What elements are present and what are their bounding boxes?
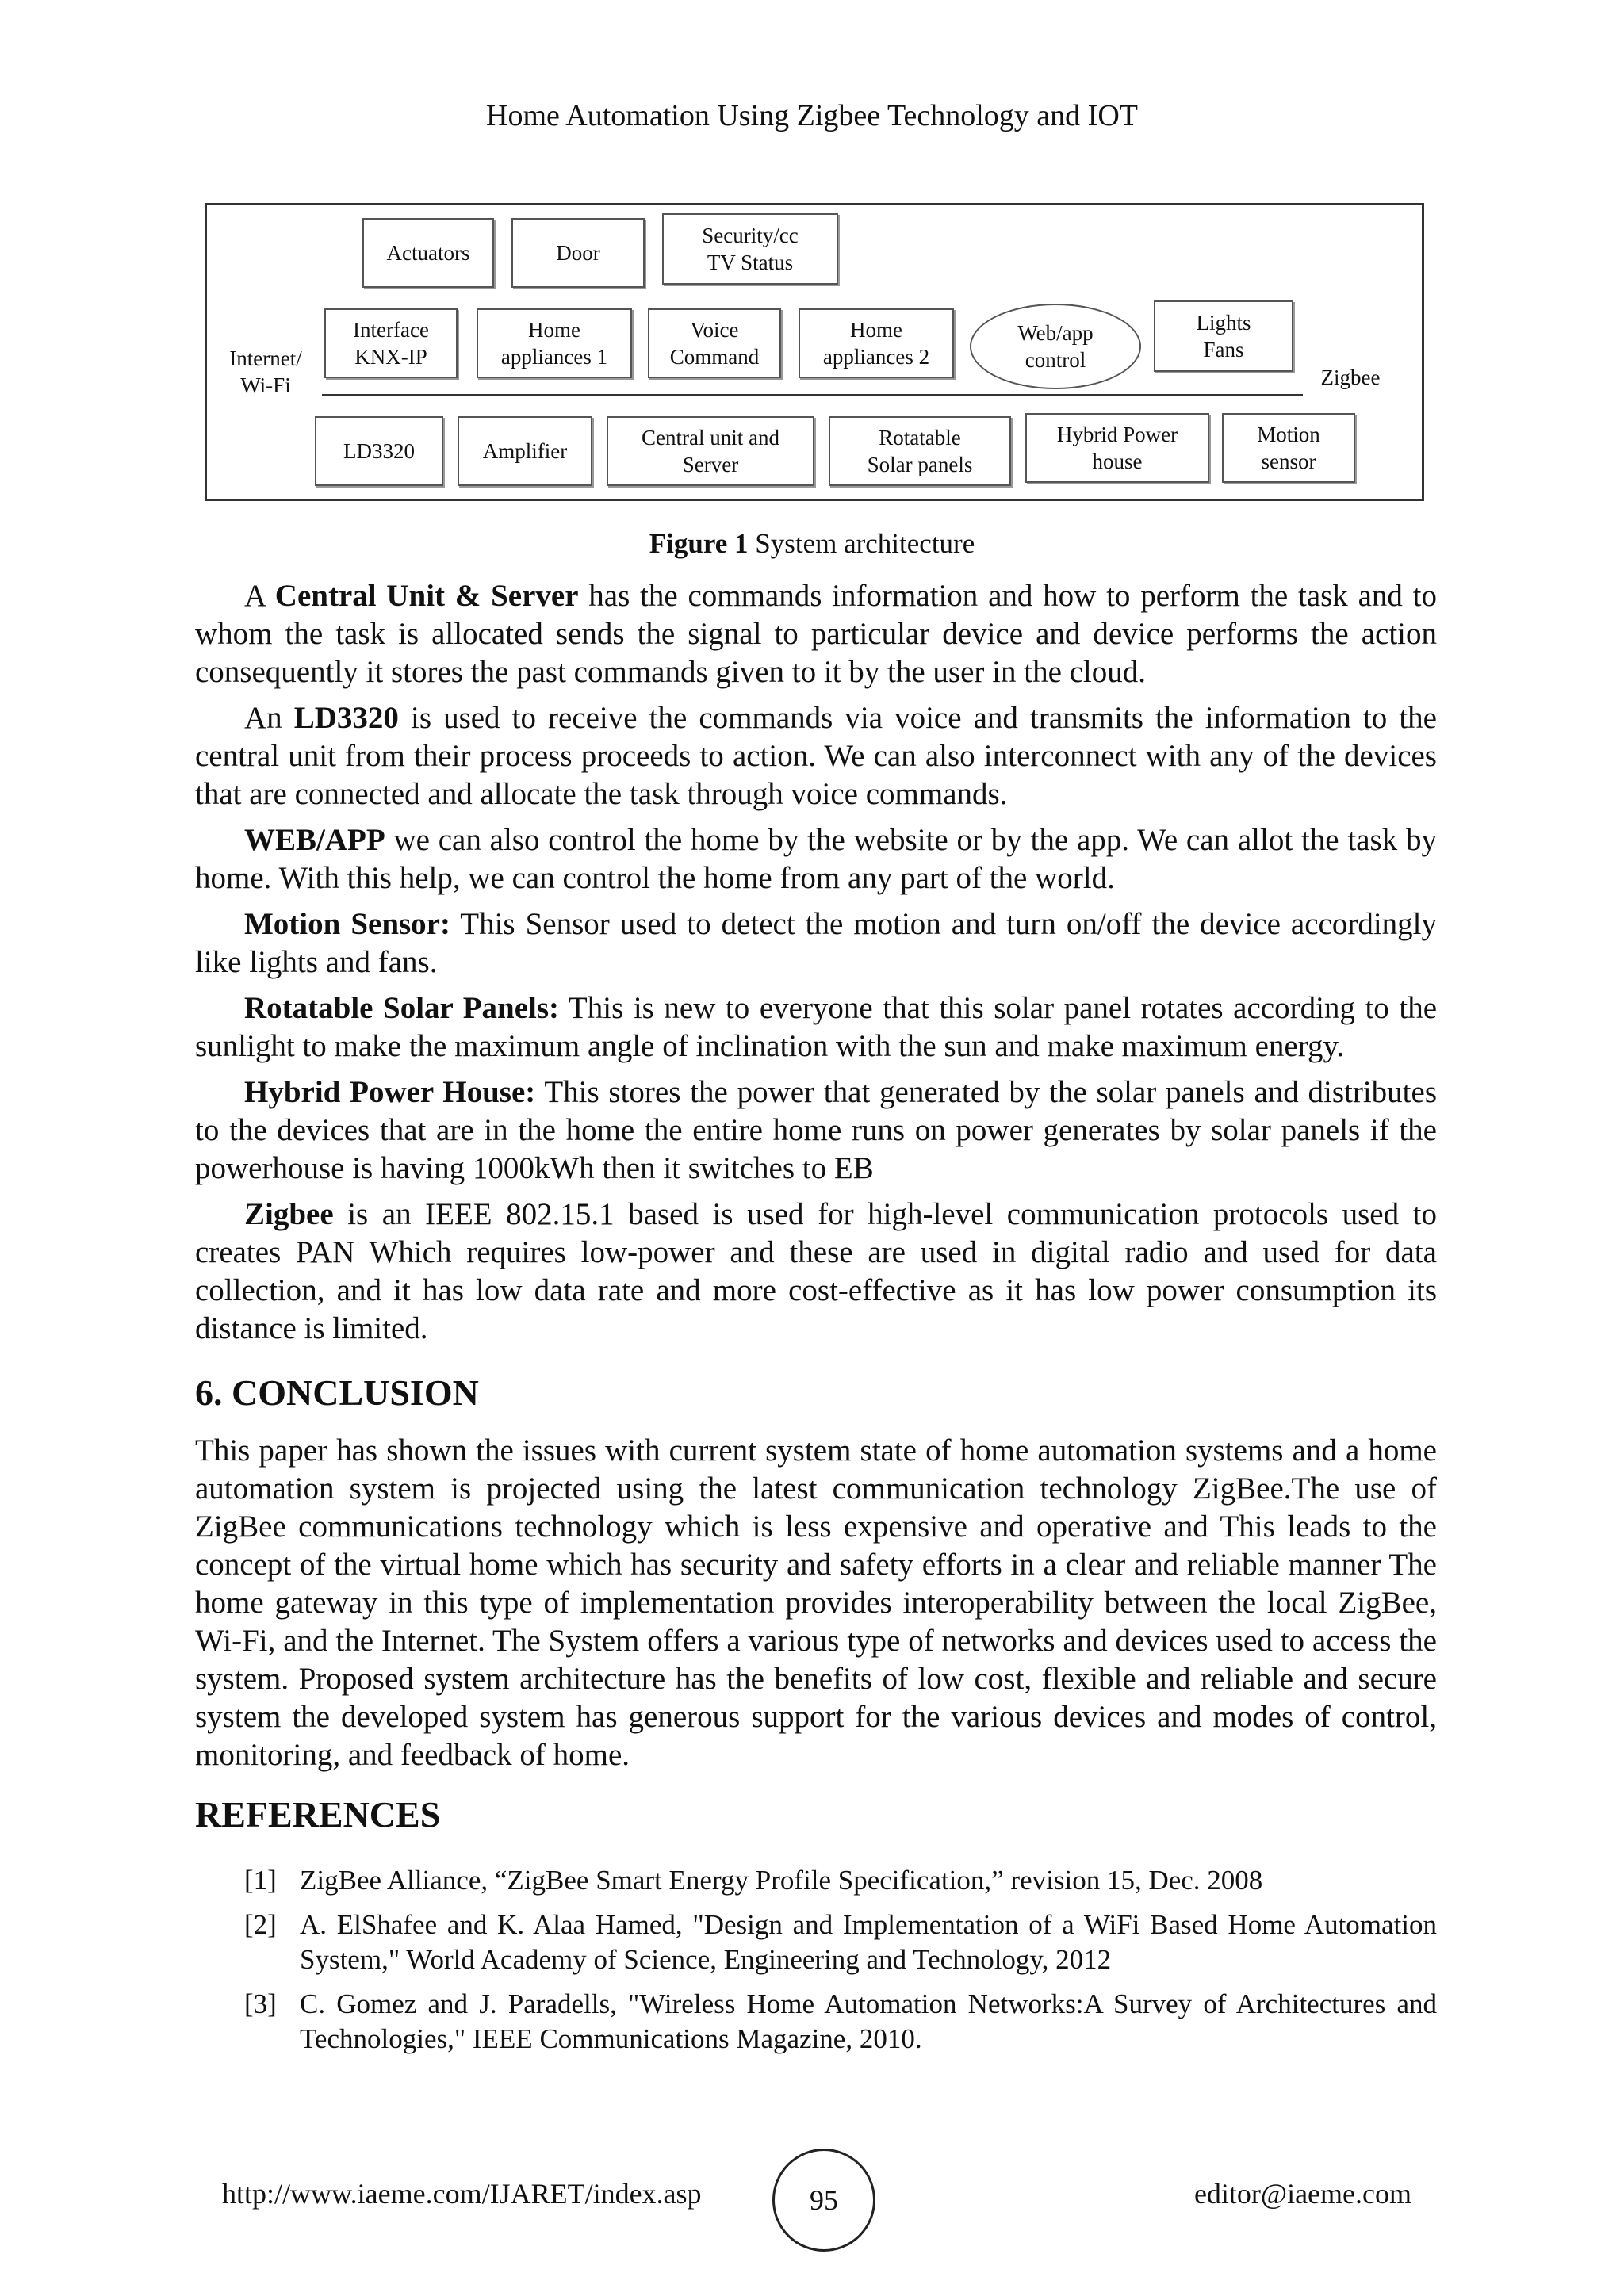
lights-fans-box: Lights Fans: [1154, 300, 1293, 372]
system-architecture-diagram: [205, 203, 1424, 501]
zigbee-bus-line: [322, 394, 1303, 396]
central-unit-server-box: Central unit and Server: [607, 416, 814, 486]
figure-caption-text: System architecture: [748, 528, 975, 559]
actuators-box: Actuators: [362, 218, 494, 288]
paragraph-web-app: WEB/APP we can also control the home by the website or by the app. We can allot the task by home. With this help, we can control the home from any part of the world.: [195, 823, 1437, 895]
zigbee-label: Zigbee: [1320, 365, 1381, 389]
rotatable-solar-panels-box: Rotatable Solar panels: [829, 416, 1011, 486]
security-status-box: Security/cc TV Status: [662, 213, 838, 285]
body-text: [195, 577, 1437, 1356]
paragraph-zigbee: Zigbee is an IEEE 802.15.1 based is used for high-level communication protocols used to creates PAN Which requires low-power and these are used in digital radio and used for data collection, and it has low data rate and more cost-effective as it has low power consumption its distance is limited.: [195, 1197, 1437, 1345]
paragraph-motion-sensor: Motion Sensor: This Sensor used to detect the motion and turn on/off the device accordingly like lights and fans.: [195, 907, 1437, 979]
conclusion-text: This paper has shown the issues with current system state of home automation systems and a home automation system is projected using the latest communication technology ZigBee.The use of ZigBee communications technology which is less expensive and operative and This leads to the concept of the virtual home which has security and safety efforts in a clear and reliable manner The home gateway in this type of implementation provides interoperability between the local ZigBee, Wi-Fi, and the Internet. The System offers a various type of networks and devices used to access the system. Proposed system architecture has the benefits of low cost, flexible and reliable and secure system the developed system has generous support for the various devices and modes of control, monitoring, and feedback of home.: [195, 1433, 1437, 1772]
reference-item: [195, 1987, 1437, 2057]
paragraph-central-unit: A Central Unit & Server has the commands information and how to perform the task and to whom the task is allocated sends the signal to particular device and device performs the action consequently it stores the past commands given to it by the user in the cloud.: [195, 579, 1437, 689]
home-appliances-2-box: Home appliances 2: [799, 308, 954, 378]
page-number-badge: [772, 2149, 875, 2252]
page-footer: [0, 2149, 1624, 2236]
references-heading: REFERENCES: [195, 1794, 441, 1835]
reference-number: [3]: [244, 1988, 277, 2019]
reference-number: [2]: [244, 1909, 277, 1940]
figure-caption-label: Figure 1: [649, 528, 749, 559]
motion-sensor-box: Motion sensor: [1222, 413, 1355, 483]
reference-text: ZigBee Alliance, “ZigBee Smart Energy Profile Specification,” revision 15, Dec. 2008: [300, 1865, 1263, 1896]
reference-number: [1]: [244, 1865, 277, 1896]
ld3320-box: LD3320: [315, 416, 443, 486]
interface-knx-ip-box: Interface KNX-IP: [324, 308, 458, 378]
page-number: 95: [810, 2184, 838, 2216]
reference-text: A. ElShafee and K. Alaa Hamed, "Design and Implementation of a WiFi Based Home Automation System," World Academy of Science, Engineering and Technology, 2012: [300, 1909, 1437, 1975]
hybrid-power-house-box: Hybrid Power house: [1025, 413, 1209, 483]
paragraph-ld3320: An LD3320 is used to receive the commands via voice and transmits the information to the central unit from their process proceeds to action. We can also interconnect with any of the devices that are connected and allocate the task through voice commands.: [195, 701, 1437, 811]
footer-url-link[interactable]: http://www.iaeme.com/IJARET/index.asp: [222, 2178, 702, 2210]
door-box: Door: [511, 218, 645, 288]
reference-item: [195, 1908, 1437, 1977]
paragraph-hybrid-power-house: Hybrid Power House: This stores the power that generated by the solar panels and distributes to the devices that are in the home the entire home runs on power generates by solar panels if the powerhouse is having 1000kWh then it switches to EB: [195, 1075, 1437, 1185]
home-appliances-1-box: Home appliances 1: [477, 308, 632, 378]
running-title: Home Automation Using Zigbee Technology and IOT: [486, 99, 1138, 132]
figure-caption: [0, 528, 1624, 560]
conclusion-heading: 6. CONCLUSION: [195, 1372, 479, 1413]
reference-text: C. Gomez and J. Paradells, "Wireless Home Automation Networks:A Survey of Architectures and Technologies," IEEE Communications Magazine, 2010.: [300, 1988, 1437, 2054]
reference-list: [195, 1863, 1437, 2066]
amplifier-box: Amplifier: [458, 416, 592, 486]
web-app-control-ellipse: Web/app control: [970, 304, 1141, 389]
reference-item: [195, 1863, 1437, 1898]
paragraph-solar-panels: Rotatable Solar Panels: This is new to everyone that this solar panel rotates according to the sunlight to make the maximum angle of inclination with the sun and make maximum energy.: [195, 991, 1438, 1063]
internet-wifi-label: Internet/ Wi-Fi: [229, 346, 302, 397]
voice-command-box: Voice Command: [648, 308, 781, 378]
footer-email-link[interactable]: editor@iaeme.com: [1193, 2178, 1411, 2210]
